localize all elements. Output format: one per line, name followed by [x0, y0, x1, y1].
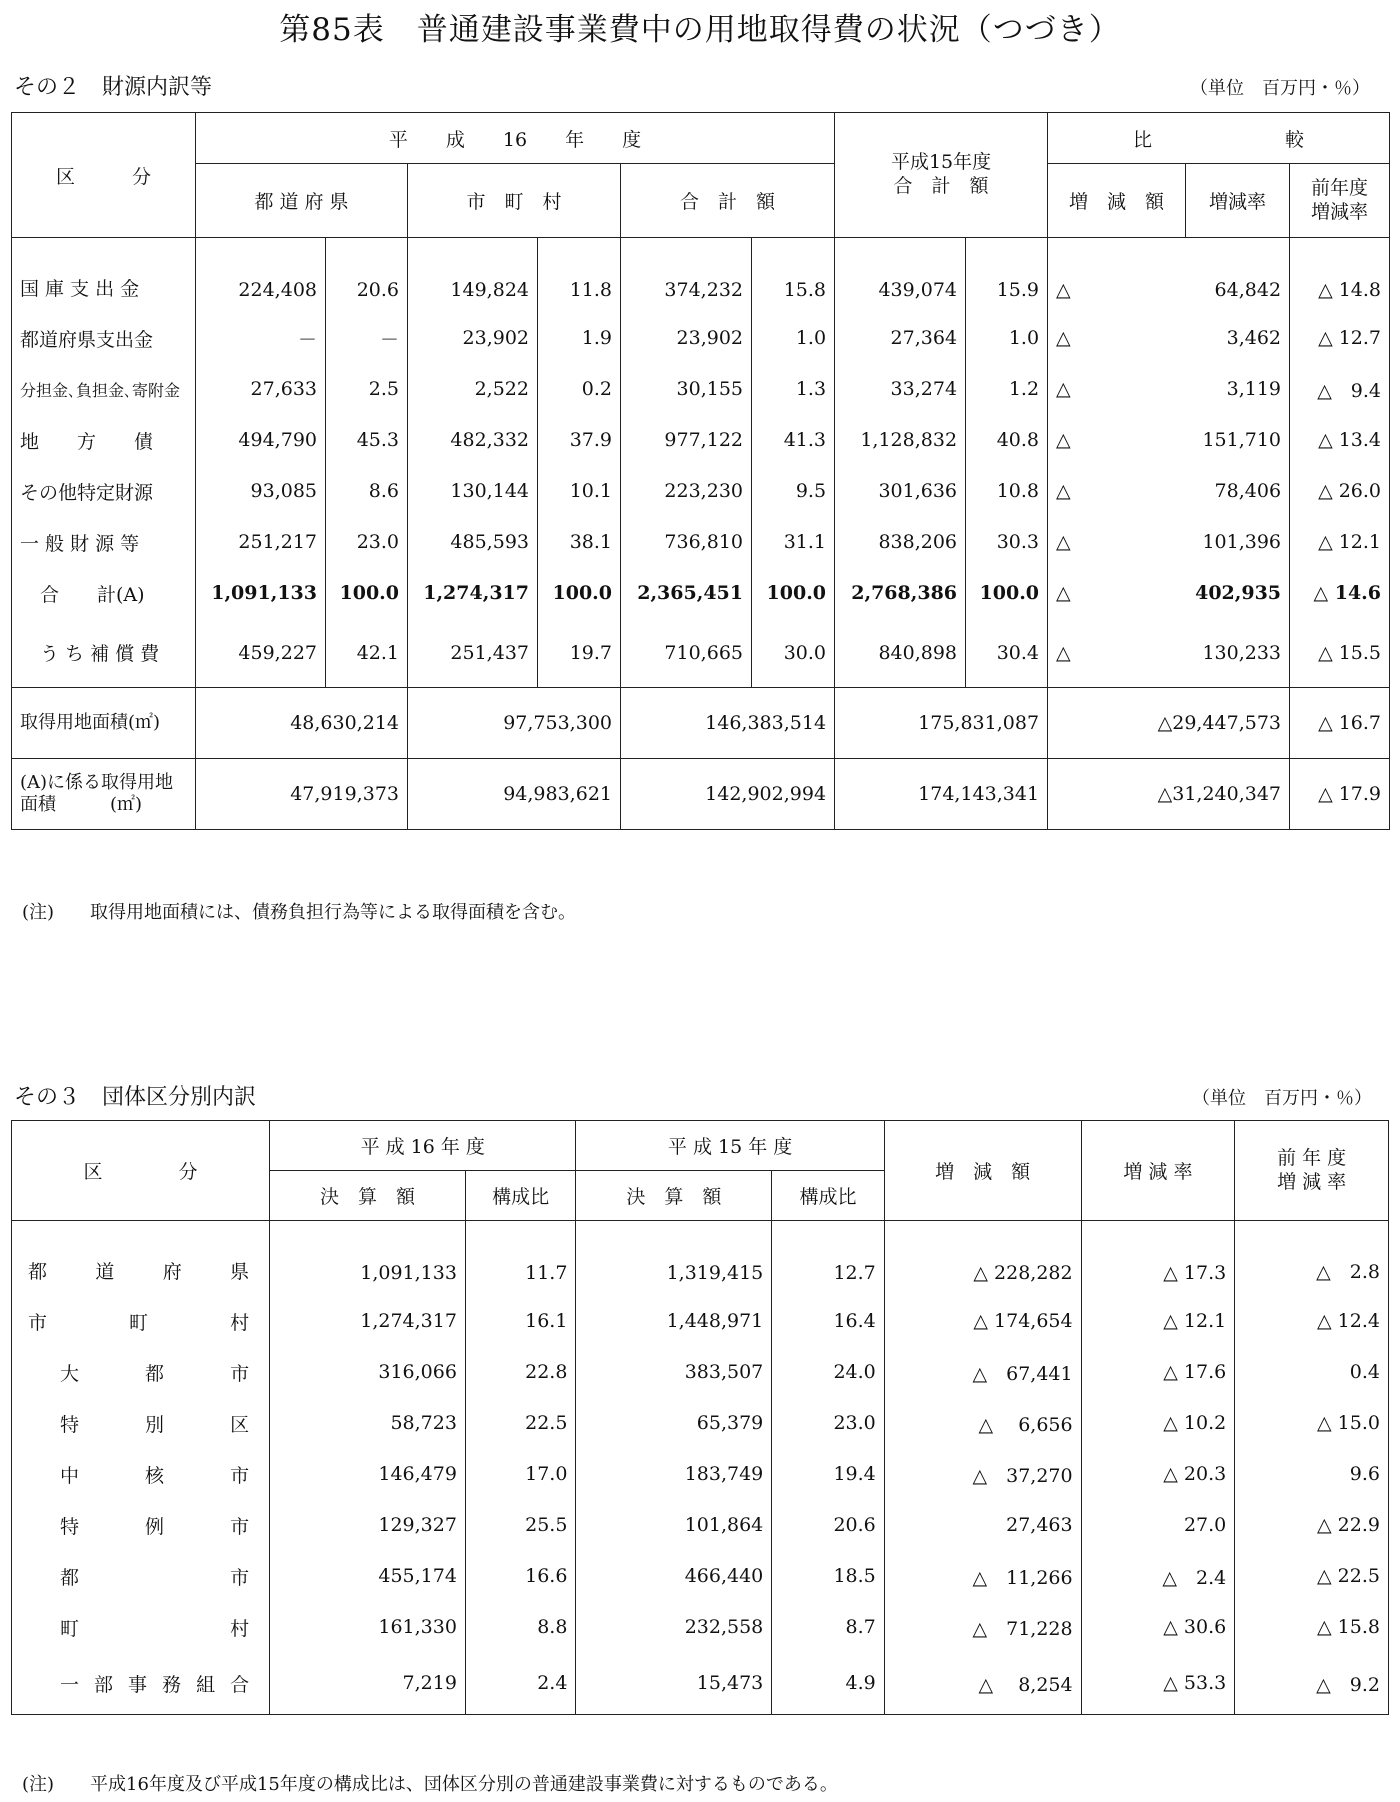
table-row — [12, 1653, 1389, 1715]
row-label: 大 都 市 — [12, 1347, 270, 1398]
value-cell: 151,710 — [1186, 415, 1290, 466]
value-cell: 7,219 — [270, 1653, 466, 1715]
value-cell: △ 17.9 — [1290, 759, 1390, 830]
value-cell: 130,233 — [1186, 619, 1290, 688]
value-cell: 16.1 — [465, 1296, 575, 1347]
value-cell: △ 71,228 — [884, 1602, 1081, 1653]
row-label: 都 道 府 県 — [12, 1221, 270, 1296]
table-row — [12, 1500, 1389, 1551]
value-cell: △ 174,654 — [884, 1296, 1081, 1347]
value-cell: 41.3 — [752, 415, 835, 466]
row-label: 合 計(A) — [12, 568, 196, 619]
table-row — [12, 1449, 1389, 1500]
value-cell: △ 11,266 — [884, 1551, 1081, 1602]
value-cell: 27,633 — [196, 364, 326, 415]
header-h15-line1: 平成15年度 — [890, 151, 992, 174]
value-cell: 0.2 — [538, 364, 621, 415]
row-label: 分担金､負担金､寄附金 — [12, 364, 196, 415]
delta-mark: △ — [1048, 568, 1186, 619]
value-cell: 12.7 — [772, 1221, 884, 1296]
header-kubun: 区 分 — [12, 1121, 270, 1221]
value-cell: 223,230 — [621, 466, 752, 517]
row-label: 取得用地面積(㎡) — [12, 688, 196, 759]
value-cell: 142,902,994 — [621, 759, 835, 830]
value-cell: 1.9 — [538, 313, 621, 364]
value-cell: 100.0 — [538, 568, 621, 619]
value-cell: 31.1 — [752, 517, 835, 568]
area-row — [12, 688, 1390, 759]
value-cell: 15.8 — [752, 238, 835, 313]
table-row — [12, 619, 1390, 688]
table-row — [12, 1221, 1389, 1296]
delta-mark: △ — [1048, 619, 1186, 688]
value-cell: 8.6 — [326, 466, 408, 517]
value-cell: 30.4 — [966, 619, 1048, 688]
value-cell: 15,473 — [576, 1653, 772, 1715]
value-cell: 101,864 — [576, 1500, 772, 1551]
header-kessan-15: 決 算 額 — [576, 1171, 772, 1221]
value-cell: 30.3 — [966, 517, 1048, 568]
value-cell: 175,831,087 — [835, 688, 1048, 759]
value-cell: 47,919,373 — [196, 759, 408, 830]
value-cell: 30.0 — [752, 619, 835, 688]
value-cell: 48,630,214 — [196, 688, 408, 759]
header-kessan-16: 決 算 額 — [270, 1171, 466, 1221]
value-cell: 100.0 — [326, 568, 408, 619]
header-gokei: 合 計 額 — [621, 164, 835, 238]
row-label: その他特定財源 — [12, 466, 196, 517]
value-cell: 97,753,300 — [408, 688, 621, 759]
value-cell: 710,665 — [621, 619, 752, 688]
value-cell: △ 14.6 — [1290, 568, 1390, 619]
value-cell: △ 16.7 — [1290, 688, 1390, 759]
value-cell: 161,330 — [270, 1602, 466, 1653]
value-cell: 37.9 — [538, 415, 621, 466]
value-cell: 146,383,514 — [621, 688, 835, 759]
value-cell: △ 2.8 — [1235, 1221, 1389, 1296]
value-cell: △ 22.9 — [1235, 1500, 1389, 1551]
value-cell: 224,408 — [196, 238, 326, 313]
delta-mark: △ — [1048, 466, 1186, 517]
row-label: 町 村 — [12, 1602, 270, 1653]
value-cell: 183,749 — [576, 1449, 772, 1500]
value-cell: 0.4 — [1235, 1347, 1389, 1398]
value-cell: 494,790 — [196, 415, 326, 466]
value-cell: 1.3 — [752, 364, 835, 415]
table-row — [12, 568, 1390, 619]
value-cell: 18.5 — [772, 1551, 884, 1602]
value-cell: 65,379 — [576, 1398, 772, 1449]
value-cell: 64,842 — [1186, 238, 1290, 313]
value-cell: 27.0 — [1081, 1500, 1235, 1551]
delta-mark: △ — [1048, 238, 1186, 313]
part2-subtitle: その２ 財源内訳等 — [14, 75, 213, 100]
value-cell: 251,217 — [196, 517, 326, 568]
value-cell: △ 12.1 — [1290, 517, 1390, 568]
row-label: 中 核 市 — [12, 1449, 270, 1500]
value-cell: 838,206 — [835, 517, 966, 568]
value-cell: 40.8 — [966, 415, 1048, 466]
header-zogen: 増 減 額 — [1048, 164, 1186, 238]
row-label: 特 例 市 — [12, 1500, 270, 1551]
value-cell: 94,983,621 — [408, 759, 621, 830]
value-cell: △ 15.5 — [1290, 619, 1390, 688]
value-cell: 10.8 — [966, 466, 1048, 517]
header-zogenritsu: 増 減 率 — [1081, 1121, 1235, 1221]
row-label: 都 市 — [12, 1551, 270, 1602]
value-cell: 33,274 — [835, 364, 966, 415]
part3-table — [11, 1120, 1389, 1715]
header-h15-line2: 合 計 額 — [893, 175, 989, 197]
value-cell: △ 22.5 — [1235, 1551, 1389, 1602]
value-cell: 439,074 — [835, 238, 966, 313]
value-cell: △29,447,573 — [1048, 688, 1290, 759]
row-label: 市 町 村 — [12, 1296, 270, 1347]
value-cell: 16.6 — [465, 1551, 575, 1602]
value-cell: － — [196, 313, 326, 364]
table-row — [12, 415, 1390, 466]
value-cell: △ 14.8 — [1290, 238, 1390, 313]
value-cell: 19.4 — [772, 1449, 884, 1500]
value-cell: △ 12.7 — [1290, 313, 1390, 364]
value-cell: 16.4 — [772, 1296, 884, 1347]
value-cell: 402,935 — [1186, 568, 1290, 619]
value-cell: 22.8 — [465, 1347, 575, 1398]
header-zogenritsu: 増減率 — [1186, 164, 1290, 238]
value-cell: 466,440 — [576, 1551, 772, 1602]
value-cell: △ 228,282 — [884, 1221, 1081, 1296]
value-cell: 1,128,832 — [835, 415, 966, 466]
value-cell: △ 6,656 — [884, 1398, 1081, 1449]
value-cell: 2.4 — [465, 1653, 575, 1715]
value-cell: 27,364 — [835, 313, 966, 364]
header-zogen: 増 減 額 — [884, 1121, 1081, 1221]
value-cell: 23.0 — [326, 517, 408, 568]
value-cell: 1,091,133 — [196, 568, 326, 619]
value-cell: △ 9.4 — [1290, 364, 1390, 415]
value-cell: 23,902 — [621, 313, 752, 364]
value-cell: △ 9.2 — [1235, 1653, 1389, 1715]
value-cell: 11.7 — [465, 1221, 575, 1296]
value-cell: 232,558 — [576, 1602, 772, 1653]
part2-note: (注) 取得用地面積には、債務負担行為等による取得面積を含む。 — [22, 902, 577, 923]
value-cell: 1,091,133 — [270, 1221, 466, 1296]
delta-mark: △ — [1048, 415, 1186, 466]
value-cell: 30,155 — [621, 364, 752, 415]
value-cell: 1,319,415 — [576, 1221, 772, 1296]
part3-unit: （単位 百万円・％） — [1192, 1088, 1372, 1109]
value-cell: 149,824 — [408, 238, 538, 313]
value-cell: △ 12.1 — [1081, 1296, 1235, 1347]
table-row — [12, 1551, 1389, 1602]
row-label: 一 般 財 源 等 — [12, 517, 196, 568]
value-cell: 316,066 — [270, 1347, 466, 1398]
value-cell: 1,448,971 — [576, 1296, 772, 1347]
header-kubun: 区 分 — [12, 113, 196, 238]
value-cell: 38.1 — [538, 517, 621, 568]
value-cell: 19.7 — [538, 619, 621, 688]
row-label: 国 庫 支 出 金 — [12, 238, 196, 313]
value-cell: 10.1 — [538, 466, 621, 517]
value-cell: 78,406 — [1186, 466, 1290, 517]
value-cell: 383,507 — [576, 1347, 772, 1398]
value-cell: 455,174 — [270, 1551, 466, 1602]
part2-unit: （単位 百万円・％） — [1190, 78, 1370, 99]
header-h16: 平 成 16 年 度 — [270, 1121, 576, 1171]
table-row — [12, 1602, 1389, 1653]
value-cell: 977,122 — [621, 415, 752, 466]
table-row — [12, 313, 1390, 364]
delta-mark: △ — [1048, 364, 1186, 415]
header-todofuken: 都 道 府 県 — [196, 164, 408, 238]
value-cell: 20.6 — [772, 1500, 884, 1551]
value-cell: △ 37,270 — [884, 1449, 1081, 1500]
value-cell: 840,898 — [835, 619, 966, 688]
header-kosei-15: 構成比 — [772, 1171, 884, 1221]
value-cell: 1,274,317 — [408, 568, 538, 619]
value-cell: 9.6 — [1235, 1449, 1389, 1500]
value-cell: 22.5 — [465, 1398, 575, 1449]
value-cell: 101,396 — [1186, 517, 1290, 568]
value-cell: 45.3 — [326, 415, 408, 466]
value-cell: 459,227 — [196, 619, 326, 688]
value-cell: 485,593 — [408, 517, 538, 568]
value-cell: 15.9 — [966, 238, 1048, 313]
value-cell: △ 2.4 — [1081, 1551, 1235, 1602]
value-cell: △ 15.0 — [1235, 1398, 1389, 1449]
value-cell: 1.0 — [752, 313, 835, 364]
table-row — [12, 517, 1390, 568]
header-zennen — [1290, 164, 1390, 238]
value-cell: △ 12.4 — [1235, 1296, 1389, 1347]
value-cell: 100.0 — [752, 568, 835, 619]
value-cell: 25.5 — [465, 1500, 575, 1551]
value-cell: 9.5 — [752, 466, 835, 517]
value-cell: 1.2 — [966, 364, 1048, 415]
value-cell: 58,723 — [270, 1398, 466, 1449]
row-label: 地 方 債 — [12, 415, 196, 466]
row-label: 一 部 事 務 組 合 — [12, 1653, 270, 1715]
value-cell: △ 13.4 — [1290, 415, 1390, 466]
row-label: う ち 補 償 費 — [12, 619, 196, 688]
value-cell: 8.8 — [465, 1602, 575, 1653]
header-h16: 平 成 16 年 度 — [196, 113, 835, 164]
row-label: 都道府県支出金 — [12, 313, 196, 364]
value-cell: 251,437 — [408, 619, 538, 688]
header-zennen-line2: 増減率 — [1311, 200, 1369, 223]
value-cell: 146,479 — [270, 1449, 466, 1500]
delta-mark: △ — [1048, 517, 1186, 568]
part3-note: (注) 平成16年度及び平成15年度の構成比は、団体区分別の普通建設事業費に対するものである。 — [22, 1774, 838, 1795]
row-label: 特 別 区 — [12, 1398, 270, 1449]
table-row — [12, 1296, 1389, 1347]
value-cell: 23,902 — [408, 313, 538, 364]
page-title: 第85表 普通建設事業費中の用地取得費の状況（つづき） — [279, 12, 1121, 48]
header-h15 — [835, 113, 1048, 238]
value-cell: △ 20.3 — [1081, 1449, 1235, 1500]
part2-table — [11, 112, 1390, 830]
value-cell: 1,274,317 — [270, 1296, 466, 1347]
header-kosei-16: 構成比 — [465, 1171, 575, 1221]
value-cell: △ 53.3 — [1081, 1653, 1235, 1715]
value-cell: 42.1 — [326, 619, 408, 688]
value-cell: 301,636 — [835, 466, 966, 517]
table-row — [12, 238, 1390, 313]
value-cell: △ 8,254 — [884, 1653, 1081, 1715]
header-shichoson: 市 町 村 — [408, 164, 621, 238]
table-row — [12, 364, 1390, 415]
value-cell: △ 15.8 — [1235, 1602, 1389, 1653]
value-cell: 2,365,451 — [621, 568, 752, 619]
header-zennen-line1: 前年度 — [1311, 176, 1369, 199]
value-cell: 3,462 — [1186, 313, 1290, 364]
value-cell: 4.9 — [772, 1653, 884, 1715]
value-cell: 130,144 — [408, 466, 538, 517]
value-cell: 374,232 — [621, 238, 752, 313]
value-cell: △ 17.3 — [1081, 1221, 1235, 1296]
value-cell: △ 26.0 — [1290, 466, 1390, 517]
value-cell: 93,085 — [196, 466, 326, 517]
value-cell: 11.8 — [538, 238, 621, 313]
table-row — [12, 466, 1390, 517]
value-cell: △31,240,347 — [1048, 759, 1290, 830]
value-cell: △ 17.6 — [1081, 1347, 1235, 1398]
value-cell: 2,522 — [408, 364, 538, 415]
value-cell: △ 67,441 — [884, 1347, 1081, 1398]
header-zennen-line2: 増 減 率 — [1277, 1170, 1347, 1193]
value-cell: 482,332 — [408, 415, 538, 466]
value-cell: 174,143,341 — [835, 759, 1048, 830]
value-cell: 129,327 — [270, 1500, 466, 1551]
value-cell: － — [326, 313, 408, 364]
value-cell: 23.0 — [772, 1398, 884, 1449]
table-row — [12, 1398, 1389, 1449]
value-cell: 24.0 — [772, 1347, 884, 1398]
area-row — [12, 759, 1390, 830]
value-cell: 100.0 — [966, 568, 1048, 619]
value-cell: 27,463 — [884, 1500, 1081, 1551]
value-cell: 8.7 — [772, 1602, 884, 1653]
row-label: (A)に係る取得用地面積 (㎡) — [12, 759, 196, 830]
header-zennen — [1235, 1121, 1389, 1221]
header-zennen-line1: 前 年 度 — [1277, 1146, 1347, 1169]
value-cell: △ 30.6 — [1081, 1602, 1235, 1653]
value-cell: 2,768,386 — [835, 568, 966, 619]
value-cell: 1.0 — [966, 313, 1048, 364]
value-cell: 3,119 — [1186, 364, 1290, 415]
table-row — [12, 1347, 1389, 1398]
header-h15: 平 成 15 年 度 — [576, 1121, 884, 1171]
value-cell: 20.6 — [326, 238, 408, 313]
header-hikaku: 比 較 — [1048, 113, 1390, 164]
value-cell: 736,810 — [621, 517, 752, 568]
part3-subtitle: その３ 団体区分別内訳 — [14, 1085, 257, 1110]
value-cell: 17.0 — [465, 1449, 575, 1500]
delta-mark: △ — [1048, 313, 1186, 364]
value-cell: △ 10.2 — [1081, 1398, 1235, 1449]
value-cell: 2.5 — [326, 364, 408, 415]
